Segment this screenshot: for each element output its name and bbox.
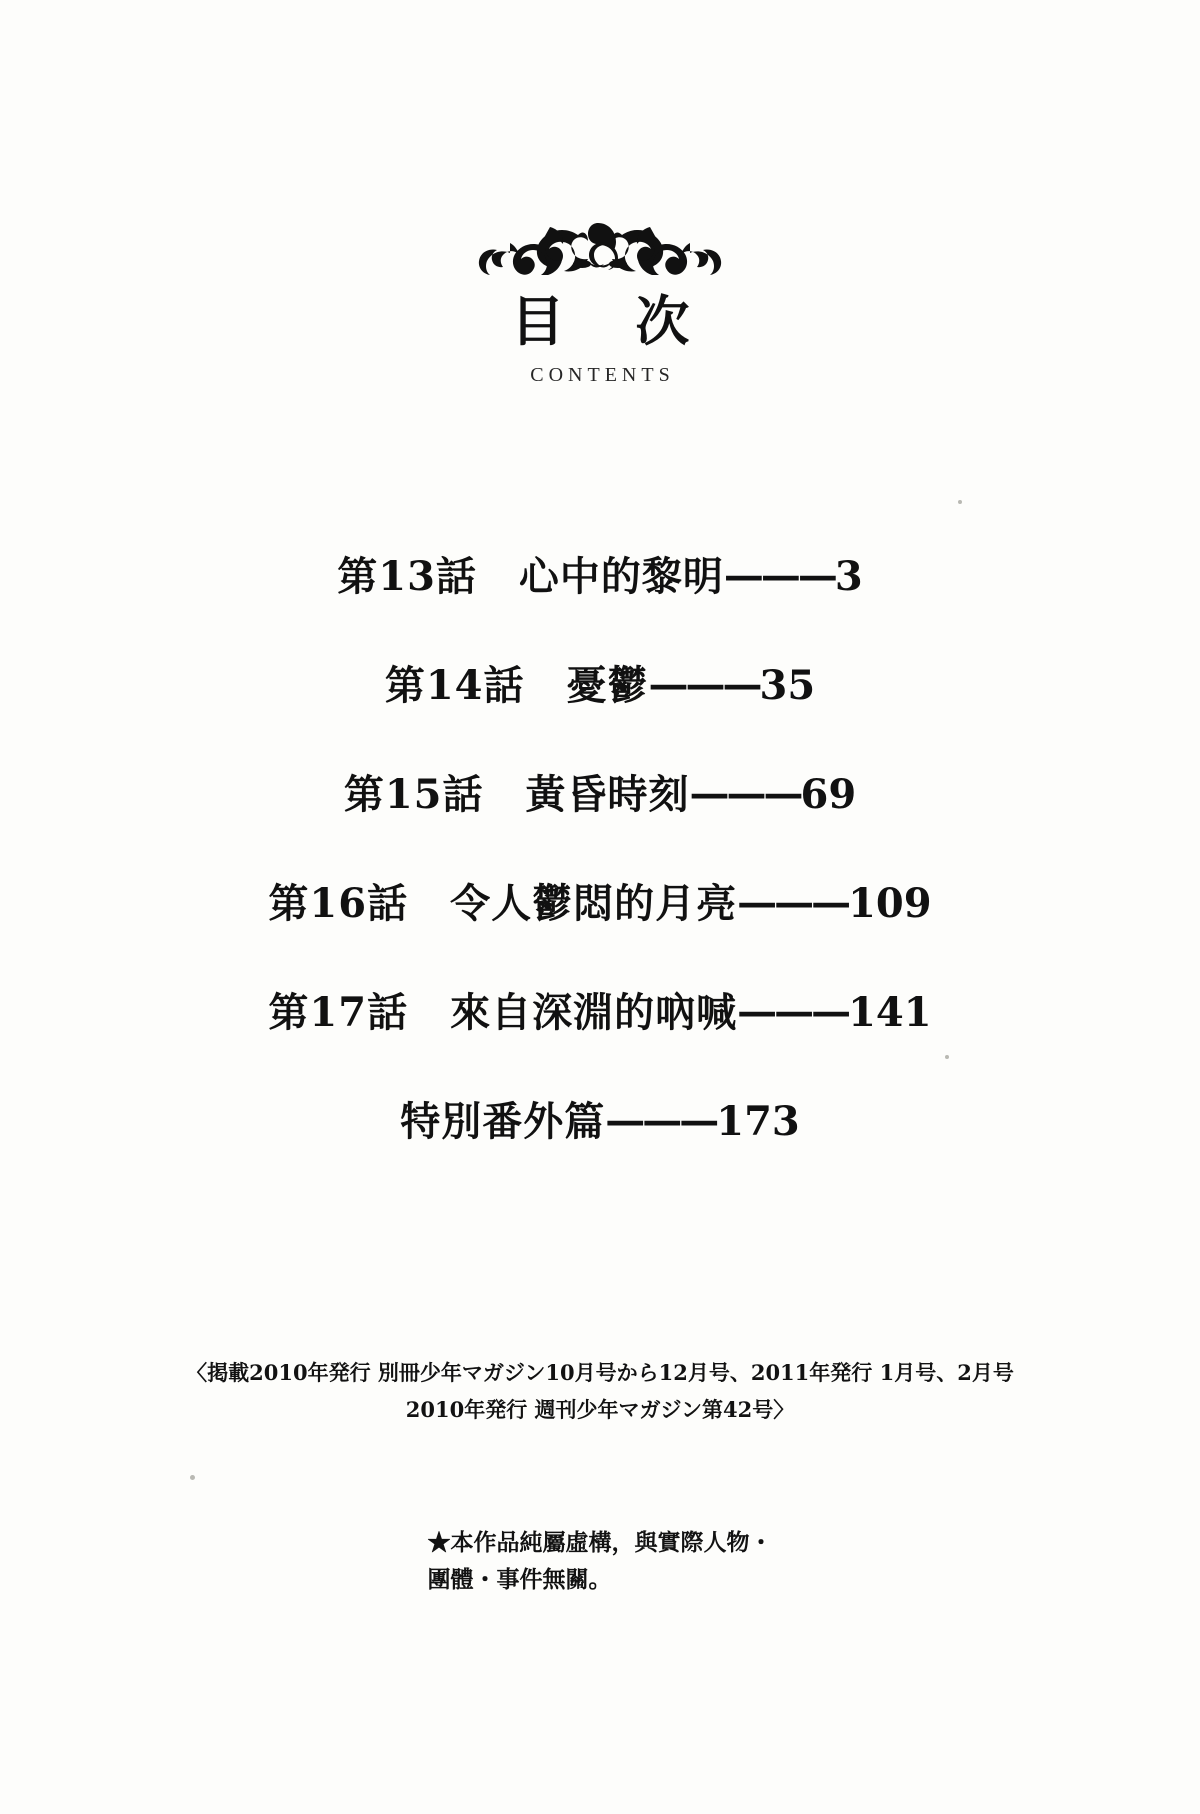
toc-entry-leader: ——— [723, 552, 835, 599]
toc-entry-leader: ——— [648, 661, 760, 708]
disclaimer-line-1: ★本作品純屬虛構，與實際人物・ [427, 1529, 773, 1556]
toc-entry-leader: ——— [737, 988, 849, 1035]
paper-speck [190, 1475, 195, 1480]
toc-entry-page: 3 [834, 553, 863, 600]
toc-entry-episode: 第16話 [268, 880, 409, 927]
toc-entry-page: 141 [848, 989, 932, 1036]
toc-entry-episode: 第14話 [384, 662, 525, 709]
page-title-en: CONTENTS [530, 363, 675, 386]
page-header [0, 215, 1200, 387]
toc-entry[interactable] [0, 872, 1200, 929]
toc-entry[interactable] [0, 981, 1200, 1038]
table-of-contents [0, 545, 1200, 1199]
publication-note [0, 1355, 1200, 1429]
toc-entry-title: 憂鬱 [566, 662, 649, 709]
toc-entry-leader: ——— [605, 1097, 717, 1144]
toc-entry[interactable] [0, 763, 1200, 820]
toc-entry-episode: 第17話 [268, 989, 409, 1036]
toc-entry-title: 令人鬱悶的月亮 [450, 880, 738, 927]
toc-entry-title: 來自深淵的吶喊 [450, 989, 738, 1036]
disclaimer-line-2: 團體・事件無關。 [427, 1565, 612, 1593]
toc-entry-page: 173 [716, 1098, 800, 1145]
toc-entry-episode: 第15話 [343, 771, 484, 818]
toc-entry-title: 心中的黎明 [518, 553, 724, 600]
toc-entry-title: 黃昏時刻 [525, 771, 690, 818]
toc-entry-page: 109 [848, 880, 932, 927]
toc-entry[interactable] [0, 545, 1200, 602]
publication-note-line-1: 〈掲載2010年発行 別冊少年マガジン10月号から12月号、2011年発行 1月号、2月号 [186, 1360, 1014, 1385]
toc-entry-episode: 第13話 [337, 553, 477, 600]
paper-speck [958, 500, 962, 504]
floral-ornament-icon [470, 215, 730, 275]
publication-note-line-2: 2010年発行 週刊少年マガジン第42号〉 [405, 1396, 795, 1422]
toc-entry[interactable] [0, 1090, 1200, 1147]
toc-entry-leader: ——— [689, 770, 801, 817]
toc-entry[interactable] [0, 654, 1200, 711]
toc-entry-leader: ——— [737, 879, 849, 926]
toc-entry-page: 69 [800, 771, 857, 818]
toc-entry-page: 35 [759, 662, 816, 709]
page-title: 目 次 [510, 289, 716, 353]
toc-entry-title: 特別番外篇 [400, 1098, 606, 1145]
disclaimer [0, 1525, 1200, 1599]
